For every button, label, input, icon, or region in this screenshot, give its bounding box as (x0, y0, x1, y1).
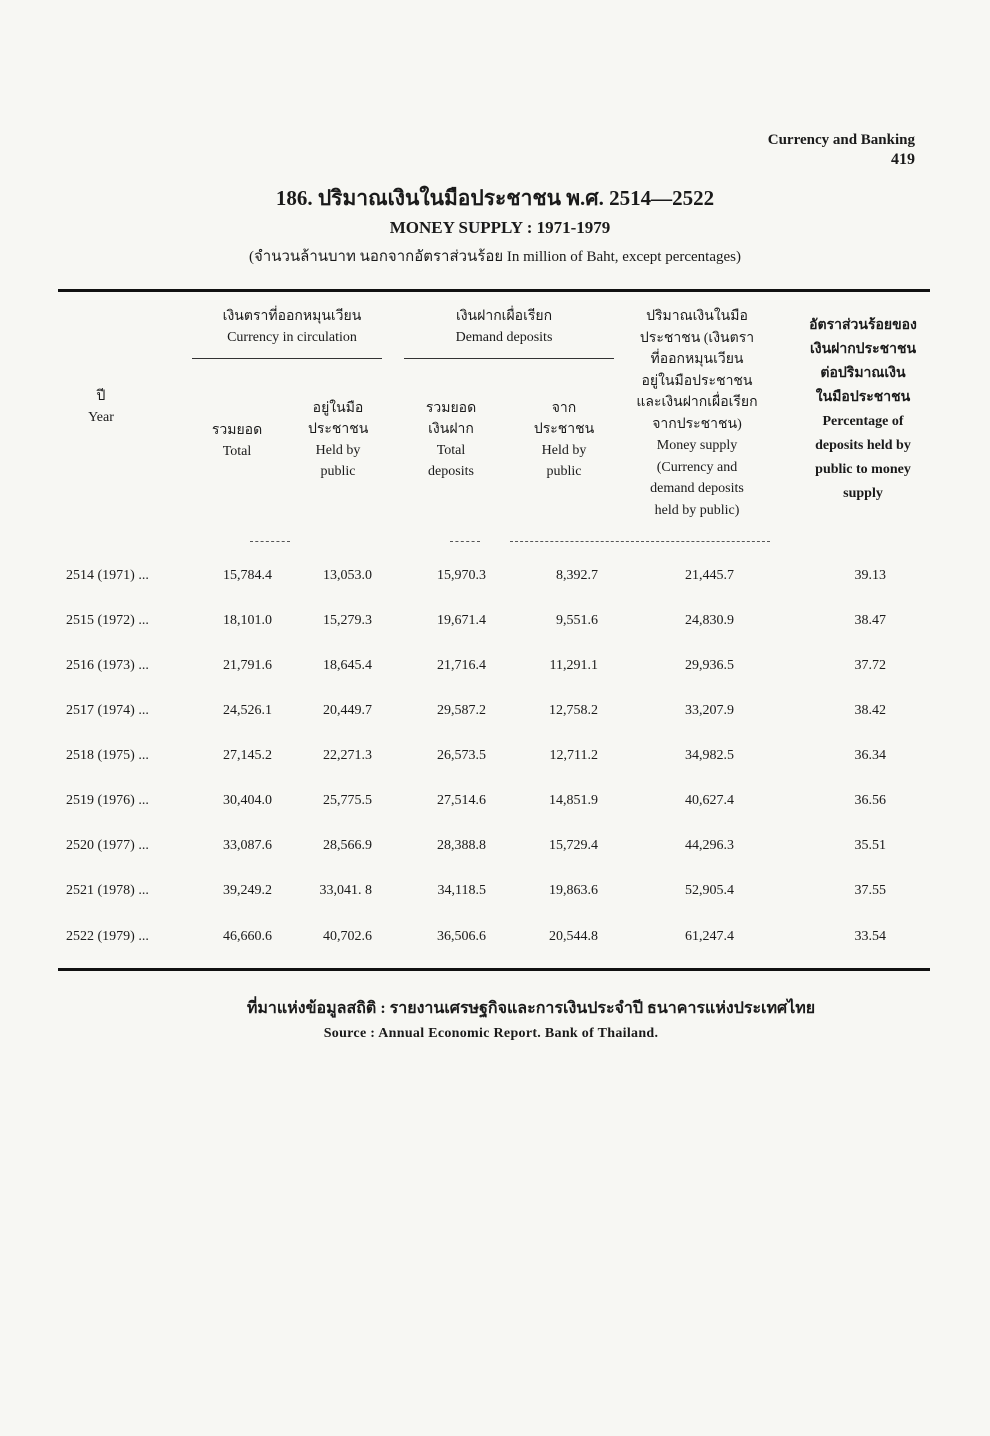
cell-percentage: 39.13 (854, 568, 886, 583)
header-currency-total (196, 420, 278, 462)
cell-percentage: 38.42 (854, 703, 886, 718)
table-title-thai-text: ปริมาณเงินในมือประชาชน พ.ศ. 2514—2522 (317, 186, 715, 210)
header-money-supply-thai3: ที่ออกหมุนเวียน (650, 352, 744, 367)
header-currency-group-en: Currency in circulation (227, 330, 357, 345)
cell-demand-held: 8,392.7 (556, 568, 598, 583)
table-bottom-rule (58, 968, 930, 971)
cell-money-supply: 61,247.4 (685, 929, 734, 944)
cell-currency-total: 21,791.6 (223, 658, 272, 673)
currency-group-rule (192, 358, 382, 359)
header-separator (450, 541, 480, 543)
cell-year: 2518 (1975) ... (66, 748, 149, 763)
table-row (0, 748, 990, 772)
header-percentage-thai3: ต่อปริมาณเงิน (820, 366, 906, 381)
header-currency-total-en: Total (222, 444, 252, 459)
cell-demand-held: 15,729.4 (549, 838, 598, 853)
header-money-supply-thai2: ประชาชน (เงินตรา (639, 330, 755, 346)
cell-money-supply: 52,905.4 (685, 883, 734, 898)
cell-year: 2515 (1972) ... (66, 613, 149, 628)
header-currency-group (192, 306, 392, 348)
cell-currency-total: 30,404.0 (223, 793, 272, 808)
table-row (0, 838, 990, 862)
header-year-en: Year (88, 410, 114, 425)
cell-demand-held: 12,758.2 (549, 703, 598, 718)
header-demand-held (516, 398, 612, 482)
table-title-english: MONEY SUPPLY : 1971-1979 (389, 218, 611, 237)
cell-percentage: 38.47 (854, 613, 886, 628)
cell-currency-held: 28,566.9 (323, 838, 372, 853)
cell-percentage: 36.56 (854, 793, 886, 808)
cell-money-supply: 29,936.5 (685, 658, 734, 673)
header-demand-total-thai2: เงินฝาก (428, 422, 474, 437)
header-demand-total-en2: deposits (428, 464, 474, 479)
table-row (0, 613, 990, 637)
cell-demand-total: 27,514.6 (437, 793, 486, 808)
header-demand-group-thai: เงินฝากเผื่อเรียก (455, 309, 553, 324)
header-separator (510, 541, 770, 543)
header-percentage-thai1: อัตราส่วนร้อยของ (809, 318, 917, 333)
header-money-supply-en3: demand deposits (650, 481, 744, 496)
cell-demand-held: 20,544.8 (549, 929, 598, 944)
cell-percentage: 33.54 (854, 929, 886, 944)
page-number: 419 (891, 151, 915, 168)
table-row (0, 883, 990, 907)
header-currency-group-thai: เงินตราที่ออกหมุนเวียน (222, 309, 362, 324)
header-demand-held-thai2: ประชาชน (533, 422, 595, 437)
header-currency-held (292, 398, 384, 482)
cell-demand-held: 14,851.9 (549, 793, 598, 808)
header-demand-held-en1: Held by (541, 443, 587, 458)
cell-currency-total: 24,526.1 (223, 703, 272, 718)
table-row (0, 793, 990, 817)
cell-currency-total: 18,101.0 (223, 613, 272, 628)
cell-currency-held: 33,041. 8 (319, 883, 372, 898)
cell-percentage: 35.51 (854, 838, 886, 853)
cell-currency-total: 46,660.6 (223, 929, 272, 944)
cell-demand-total: 29,587.2 (437, 703, 486, 718)
header-demand-held-en2: public (546, 464, 582, 479)
cell-year: 2516 (1973) ... (66, 658, 149, 673)
cell-demand-held: 12,711.2 (549, 748, 598, 763)
cell-demand-total: 19,671.4 (437, 613, 486, 628)
cell-demand-total: 15,970.3 (437, 568, 486, 583)
header-demand-total-thai1: รวมยอด (425, 401, 477, 416)
cell-demand-total: 34,118.5 (437, 883, 486, 898)
cell-demand-total: 36,506.6 (437, 929, 486, 944)
table-number: 186. (275, 186, 313, 210)
header-percentage-thai4: ในมือประชาชน (815, 390, 911, 405)
header-currency-total-thai: รวมยอด (211, 423, 263, 438)
cell-percentage: 36.34 (854, 748, 886, 763)
header-money-supply-thai4: อยู่ในมือประชาชน (641, 373, 753, 389)
cell-demand-total: 26,573.5 (437, 748, 486, 763)
cell-currency-held: 22,271.3 (323, 748, 372, 763)
cell-currency-held: 15,279.3 (323, 613, 372, 628)
header-currency-held-thai: อยู่ในมือ ประชาชน (308, 401, 369, 437)
table-title-thai (0, 182, 990, 215)
cell-currency-held: 20,449.7 (323, 703, 372, 718)
header-percentage-thai2: เงินฝากประชาชน (809, 342, 917, 357)
table-row (0, 568, 990, 592)
header-demand-total (408, 398, 494, 482)
table-row (0, 703, 990, 727)
cell-currency-held: 25,775.5 (323, 793, 372, 808)
cell-demand-held: 19,863.6 (549, 883, 598, 898)
cell-year: 2520 (1977) ... (66, 838, 149, 853)
table-row (0, 929, 990, 953)
cell-demand-held: 11,291.1 (549, 658, 598, 673)
cell-demand-held: 9,551.6 (556, 613, 598, 628)
cell-money-supply: 24,830.9 (685, 613, 734, 628)
header-currency-held-en1: Held by (315, 443, 361, 458)
cell-currency-total: 39,249.2 (223, 883, 272, 898)
header-demand-total-en1: Total (436, 443, 466, 458)
cell-demand-total: 21,716.4 (437, 658, 486, 673)
header-currency-held-en2: public (320, 464, 356, 479)
cell-percentage: 37.72 (854, 658, 886, 673)
header-demand-group (404, 306, 604, 348)
cell-currency-held: 13,053.0 (323, 568, 372, 583)
header-year-thai: ปี (96, 389, 106, 404)
header-money-supply-en2: (Currency and (656, 459, 738, 475)
cell-year: 2517 (1974) ... (66, 703, 149, 718)
header-separator (250, 541, 290, 543)
header-year (66, 386, 136, 428)
cell-year: 2514 (1971) ... (66, 568, 149, 583)
header-percentage-en3: public to money (815, 462, 911, 477)
header-money-supply-thai6: จากประชาชน) (652, 416, 742, 432)
cell-money-supply: 33,207.9 (685, 703, 734, 718)
cell-demand-total: 28,388.8 (437, 838, 486, 853)
header-percentage-en4: supply (843, 486, 883, 501)
cell-money-supply: 44,296.3 (685, 838, 734, 853)
header-demand-group-en: Demand deposits (455, 330, 553, 345)
cell-currency-total: 27,145.2 (223, 748, 272, 763)
header-demand-held-thai1: จาก (551, 401, 577, 416)
header-percentage (788, 314, 938, 506)
units-note: (จำนวนล้านบาท นอกจากอัตราส่วนร้อย In million of Baht, except percentages) (249, 249, 741, 265)
cell-currency-held: 18,645.4 (323, 658, 372, 673)
source-note-english: Source : Annual Economic Report. Bank of Thailand. (323, 1026, 659, 1041)
demand-group-rule (404, 358, 614, 359)
cell-money-supply: 40,627.4 (685, 793, 734, 808)
cell-money-supply: 34,982.5 (685, 748, 734, 763)
cell-currency-held: 40,702.6 (323, 929, 372, 944)
cell-money-supply: 21,445.7 (685, 568, 734, 583)
cell-currency-total: 33,087.6 (223, 838, 272, 853)
cell-year: 2519 (1976) ... (66, 793, 149, 808)
cell-year: 2521 (1978) ... (66, 883, 149, 898)
source-note-thai: ที่มาแห่งข้อมูลสถิติ : รายงานเศรษฐกิจและการเงินประจำปี ธนาคารแห่งประเทศไทย (246, 1000, 816, 1017)
table-row (0, 658, 990, 682)
cell-currency-total: 15,784.4 (223, 568, 272, 583)
header-money-supply (612, 306, 782, 521)
header-money-supply-en1: Money supply (656, 438, 738, 453)
running-head (768, 130, 915, 170)
cell-year: 2522 (1979) ... (66, 929, 149, 944)
header-money-supply-thai1: ปริมาณเงินในมือ (646, 309, 748, 324)
table-top-rule (58, 289, 930, 292)
section-name: Currency and Banking (767, 132, 915, 148)
cell-percentage: 37.55 (854, 883, 886, 898)
header-money-supply-thai5: และเงินฝากเผื่อเรียก (636, 395, 758, 410)
header-percentage-en1: Percentage of (822, 414, 904, 429)
header-percentage-en2: deposits held by (815, 438, 911, 453)
header-money-supply-en4: held by public) (654, 502, 740, 518)
